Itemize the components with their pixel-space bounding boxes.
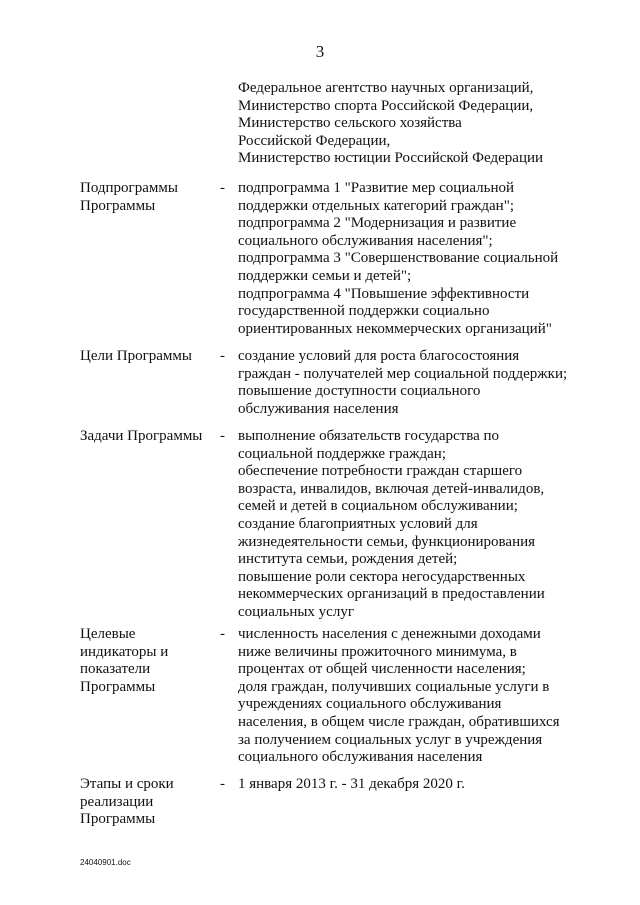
content-line: численность населения с денежными доходами bbox=[238, 626, 541, 642]
content-line: граждан - получателей мер социальной поддержки; bbox=[238, 365, 568, 382]
dash-separator: - bbox=[220, 626, 225, 642]
content-line: государственной поддержки социально bbox=[238, 303, 490, 320]
section-content bbox=[238, 180, 628, 338]
content-line: обслуживания населения bbox=[238, 400, 399, 417]
intro-line: Федеральное агентство научных организаций, bbox=[238, 80, 534, 96]
content-line: повышение доступности социального bbox=[238, 383, 481, 400]
section-content bbox=[238, 428, 628, 622]
label-line: индикаторы и bbox=[80, 643, 169, 660]
dash-separator: - bbox=[220, 428, 225, 444]
page-number: 3 bbox=[315, 42, 325, 61]
content-line: социальных услуг bbox=[238, 603, 354, 620]
section-label bbox=[80, 428, 215, 446]
section-content bbox=[238, 776, 628, 794]
content-line: за получением социальных услуг в учреждения bbox=[238, 731, 543, 748]
content-line: ориентированных некоммерческих организаций" bbox=[238, 320, 552, 337]
intro-line: Российской Федерации, bbox=[238, 132, 391, 149]
section-label bbox=[80, 348, 215, 366]
content-line: поддержки отдельных категорий граждан"; bbox=[238, 197, 514, 214]
content-line: создание условий для роста благосостояния bbox=[238, 348, 520, 364]
content-line: поддержки семьи и детей"; bbox=[238, 267, 412, 284]
label-line: Программы bbox=[80, 197, 156, 214]
content-line: социальной поддержке граждан; bbox=[238, 445, 446, 462]
content-line: возраста, инвалидов, включая детей-инвалидов, bbox=[238, 480, 545, 497]
content-line: подпрограмма 2 "Модернизация и развитие bbox=[238, 215, 517, 232]
intro-line: Министерство юстиции Российской Федерации bbox=[238, 150, 544, 167]
content-line: некоммерческих организаций в предоставлении bbox=[238, 586, 545, 603]
section-label bbox=[80, 776, 215, 829]
label-line: Этапы и сроки bbox=[80, 776, 174, 792]
content-line: жизнедеятельности семьи, функционирования bbox=[238, 533, 536, 550]
content-line: семей и детей в социальном обслуживании; bbox=[238, 498, 518, 515]
content-line: ниже величины прожиточного минимума, в bbox=[238, 643, 517, 660]
content-line: обеспечение потребности граждан старшего bbox=[238, 463, 523, 480]
label-line: Программы bbox=[80, 811, 156, 828]
content-line: подпрограмма 3 "Совершенствование социальной bbox=[238, 250, 559, 267]
content-line: повышение роли сектора негосударственных bbox=[238, 568, 526, 585]
intro-line: Министерство сельского хозяйства bbox=[238, 115, 462, 132]
label-line: Цели Программы bbox=[80, 348, 192, 364]
content-line: социального обслуживания населения"; bbox=[238, 232, 493, 249]
section-label bbox=[80, 626, 215, 696]
content-line: населения, в общем числе граждан, обратившихся bbox=[238, 713, 560, 730]
label-line: реализации bbox=[80, 793, 154, 810]
section-label bbox=[80, 180, 215, 215]
content-line: создание благоприятных условий для bbox=[238, 515, 478, 532]
label-line: Задачи Программы bbox=[80, 428, 203, 444]
content-line: доля граждан, получивших социальные услуги в bbox=[238, 678, 550, 695]
dash-separator: - bbox=[220, 180, 225, 196]
content-line: подпрограмма 1 "Развитие мер социальной bbox=[238, 180, 515, 196]
label-line: Программы bbox=[80, 678, 156, 695]
dash-separator: - bbox=[220, 348, 225, 364]
content-line: социального обслуживания населения bbox=[238, 749, 483, 766]
content-line: выполнение обязательств государства по bbox=[238, 428, 500, 444]
intro-block bbox=[238, 80, 618, 168]
content-line: подпрограмма 4 "Повышение эффективности bbox=[238, 285, 530, 302]
section-content bbox=[238, 626, 628, 767]
content-line: института семьи, рождения детей; bbox=[238, 551, 458, 568]
dash-separator: - bbox=[220, 776, 225, 792]
section-content bbox=[238, 348, 628, 418]
content-line: учреждениях социального обслуживания bbox=[238, 696, 502, 713]
content-line: 1 января 2013 г. - 31 декабря 2020 г. bbox=[238, 776, 465, 792]
file-name-footer: 24040901.doc bbox=[80, 858, 131, 867]
intro-line: Министерство спорта Российской Федерации, bbox=[238, 97, 534, 114]
label-line: Подпрограммы bbox=[80, 180, 178, 196]
label-line: Целевые bbox=[80, 626, 136, 642]
label-line: показатели bbox=[80, 661, 151, 678]
content-line: процентах от общей численности населения; bbox=[238, 661, 526, 678]
